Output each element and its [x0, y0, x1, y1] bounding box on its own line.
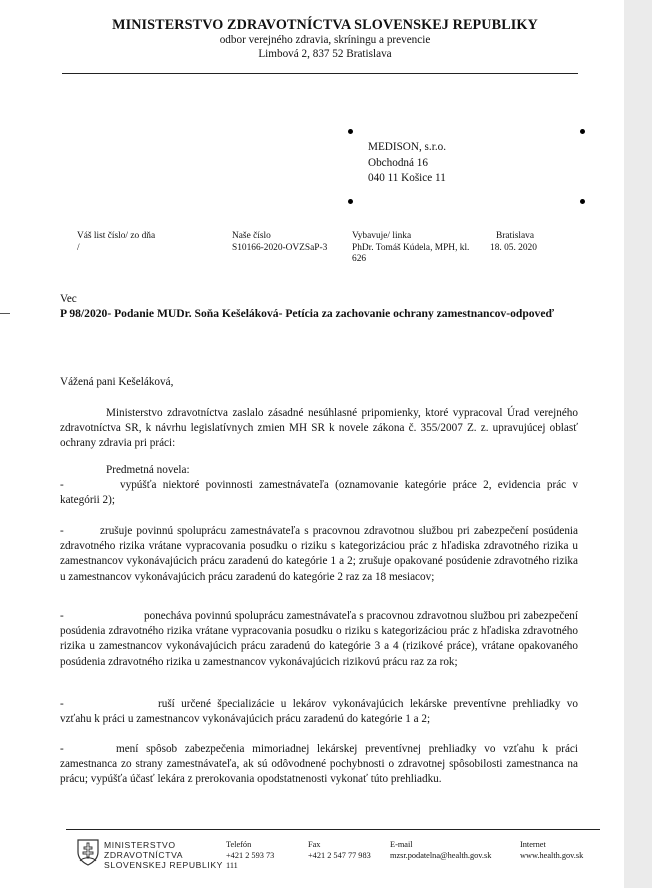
list-item-text: vypúšťa niektoré povinnosti zamestnávateľa (oznamovanie kategórie práce 2, evidencia prác v kategórii 2);	[60, 479, 578, 507]
list-item	[60, 524, 578, 585]
recipient-address	[368, 140, 446, 187]
our-reference-value: S10166-2020-OVZSaP-3	[232, 242, 328, 253]
handled-by-ext: 626	[352, 254, 367, 264]
right-margin-strip	[624, 0, 652, 888]
list-dash: -	[60, 698, 64, 710]
novela-label: Predmetná novela:	[106, 464, 190, 476]
place-label: Bratislava	[496, 231, 535, 241]
phone-label: Telefón	[226, 840, 252, 849]
recipient-name: MEDISON, s.r.o.	[368, 141, 447, 153]
letter-subject: P 98/2020- Podanie MUDr. Soňa Kešeláková- Petícia za zachovanie ochrany zamestnancov-odpoveď	[60, 307, 555, 320]
phone-value-line2: 111	[226, 861, 238, 871]
list-item-text: ruší určené špecializácie u lekárov vykonávajúcich lekárske preventívne prehliadky vo vzťahu k práci u zamestnancov vykonávajúcich prácu zaradenú do kategórie 1 a 2;	[60, 698, 578, 726]
handled-by-value: PhDr. Tomáš Kúdela, MPH, kl.	[352, 242, 470, 253]
recipient-street: Obchodná 16	[368, 156, 428, 169]
list-dash: -	[60, 525, 64, 537]
recipient-city: 040 11 Košice 11	[368, 172, 446, 184]
list-item	[60, 742, 578, 788]
salutation: Vážená pani Kešeláková,	[60, 376, 174, 388]
handled-by	[352, 231, 469, 266]
address-line: Limbová 2, 837 52 Bratislava	[258, 48, 392, 60]
internet-label: Internet	[520, 840, 546, 849]
intro-paragraph: Ministerstvo zdravotníctva zaslalo zásadné nesúhlasné pripomienky, ktoré vypracoval Úrad verejného zdravotníctva SR, k návrhu legislatívnych zmien MH SR k novele zákona č. 355/2007 Z. z. upravujúcej oblasť ochrany zdravia pri práci:	[60, 407, 578, 450]
fax-label: Fax	[308, 840, 321, 849]
fax-value: +421 2 547 77 983	[308, 850, 371, 860]
footer-rule	[66, 829, 600, 830]
footer-phone	[226, 840, 274, 872]
logo-line: SLOVENSKEJ REPUBLIKY	[104, 860, 223, 870]
handled-by-label: Vybavuje/ linka	[352, 231, 412, 241]
your-reference	[77, 231, 155, 254]
list-item	[60, 609, 578, 670]
our-reference-label: Naše číslo	[232, 231, 271, 241]
letter-date: 18. 05. 2020	[490, 242, 537, 253]
window-corner-mark	[348, 199, 353, 204]
footer-logo-text	[104, 840, 223, 870]
logo-line: MINISTERSTVO	[104, 840, 176, 850]
window-corner-mark	[580, 199, 585, 204]
your-reference-label: Váš list číslo/ zo dňa	[77, 231, 156, 241]
list-item-text: zrušuje povinnú spoluprácu zamestnávateľa s pracovnou zdravotnou službou pri zabezpečení posúdenia zdravotného rizika vrátane vypracovania posudku o riziku s kategorizáciou prác z hľadiska zdravotného rizika u zamestnancov vykonávajúcich prácu zaradenú do kategórie 1 a 2; zrušuje opakované posúdenie zdravotného rizika u zamestnancov vykonávajúcich prácu zaradenú do kategórie 2 raz za 18 mesiacov;	[60, 525, 578, 583]
footer-email	[390, 840, 491, 861]
window-corner-mark	[348, 129, 353, 134]
list-item	[60, 697, 578, 727]
your-reference-value: /	[77, 242, 80, 253]
window-corner-mark	[580, 129, 585, 134]
logo-line: ZDRAVOTNÍCTVA	[104, 850, 184, 860]
list-item-text: mení spôsob zabezpečenia mimoriadnej lekárskej preventívnej prehliadky vo vzťahu k práci zamestnanca zo strany zamestnávateľa, ak sú odôvodnené pochybnosti o zdravotnej spôsobilosti zamestnanca na prácu; vypúšťa účasť lekára z prerokovania opodstatnenosti vykonať túto prehliadku.	[60, 743, 578, 786]
list-item-text: ponecháva povinnú spoluprácu zamestnávateľa s pracovnou zdravotnou službou pri zabezpečení posúdenia zdravotného rizika vrátane vypracovania posudku o riziku s kategorizáciou prác z hľadiska zdravotného rizika u zamestnancov vykonávajúcich prácu zaradenú do kategórie 3 a 4 (rizikové práce), vrátane opakovaného posúdenia zdravotného rizika u zamestnancov vykonávajúcich rizikovú prácu raz za rok;	[60, 610, 578, 668]
internet-value: www.health.gov.sk	[520, 850, 584, 860]
our-reference	[232, 231, 327, 254]
footer-fax	[308, 840, 371, 861]
email-label: E-mail	[390, 840, 413, 849]
header-rule	[62, 73, 578, 74]
ministry-title: MINISTERSTVO ZDRAVOTNÍCTVA SLOVENSKEJ REPUBLIKY	[112, 17, 538, 33]
margin-marker	[0, 313, 10, 314]
phone-value: +421 2 593 73	[226, 850, 275, 860]
list-item	[60, 478, 578, 508]
list-dash: -	[60, 479, 64, 491]
coat-of-arms-icon	[76, 838, 100, 866]
vec-label: Vec	[60, 293, 77, 305]
department-line: odbor verejného zdravia, skríningu a prevencie	[219, 34, 431, 46]
email-value: mzsr.podatelna@health.gov.sk	[390, 850, 492, 860]
list-dash: -	[60, 610, 64, 622]
list-dash: -	[60, 743, 64, 755]
footer-internet	[520, 840, 583, 861]
